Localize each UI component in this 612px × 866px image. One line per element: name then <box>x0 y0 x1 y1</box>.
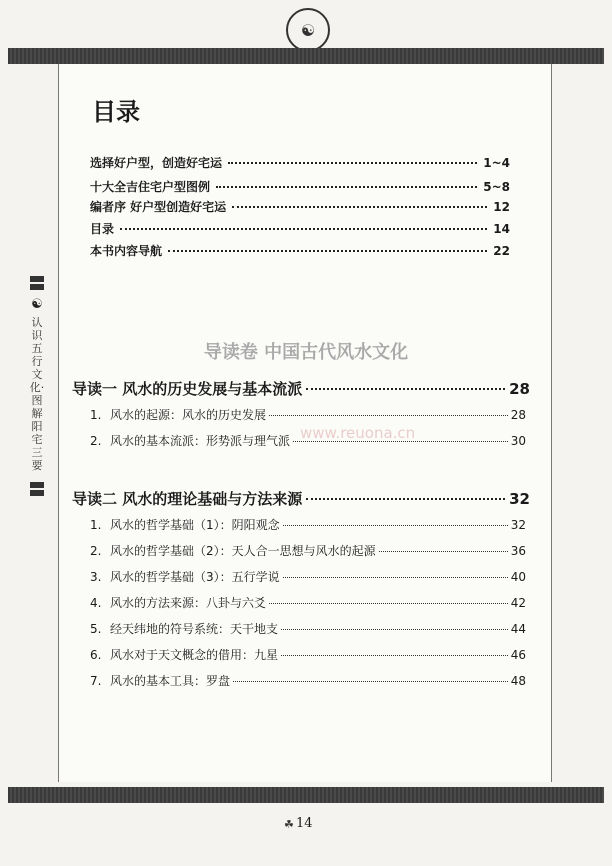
leader-dots <box>120 228 487 230</box>
toc-entry-label: 选择好户型，创造好宅运 <box>90 156 223 170</box>
page-number: 14 <box>296 816 313 831</box>
toc-entry[interactable] <box>90 220 510 237</box>
toc-entry-page: 1~4 <box>483 156 510 170</box>
toc-subentry-page: 30 <box>510 434 526 448</box>
side-tab-bottom <box>30 482 44 488</box>
toc-subentry-label: 风水的基本工具：罗盘 <box>110 674 231 688</box>
toc-subentry[interactable] <box>90 672 526 689</box>
toc-subentry-number: 1. <box>90 518 102 532</box>
toc-subentry-number: 2. <box>90 434 102 448</box>
toc-subentry[interactable] <box>90 620 526 637</box>
toc-subentry-label: 风水的方法来源：八卦与六爻 <box>110 596 267 610</box>
leader-dots <box>232 206 487 208</box>
toc-subentry-label: 风水的哲学基础（3）：五行学说 <box>110 570 280 584</box>
toc-subentry[interactable] <box>90 406 526 423</box>
leader-dots <box>269 603 508 604</box>
leader-dots <box>306 498 505 500</box>
toc-subentry-page: 42 <box>510 596 526 610</box>
toc-part-page: 28 <box>509 380 530 398</box>
toc-subentry-label: 风水对于天文概念的借用：九星 <box>110 648 279 662</box>
toc-entry-label: 目录 <box>90 222 115 236</box>
toc-subentry-page: 28 <box>510 408 526 422</box>
toc-entry[interactable] <box>90 242 510 259</box>
toc-part[interactable] <box>72 488 530 509</box>
toc-subentry-label: 风水的哲学基础（2）：天人合一思想与风水的起源 <box>110 544 376 558</box>
toc-subentry-number: 1. <box>90 408 102 422</box>
toc-entry-page: 14 <box>493 222 510 236</box>
leader-dots <box>281 655 508 656</box>
toc-entry[interactable] <box>90 178 510 195</box>
toc-subentry-number: 6. <box>90 648 102 662</box>
toc-subentry-number: 5. <box>90 622 102 636</box>
top-decorative-band <box>8 48 604 64</box>
toc-subentry-number: 3. <box>90 570 102 584</box>
toc-entry[interactable] <box>90 154 510 171</box>
toc-subentry[interactable] <box>90 594 526 611</box>
yin-yang-icon: ☯ <box>31 297 43 312</box>
toc-part[interactable] <box>72 378 530 399</box>
leaf-icon: ☘ <box>284 818 294 831</box>
toc-subentry-label: 风水的起源：风水的历史发展 <box>110 408 267 422</box>
toc-subentry-page: 48 <box>510 674 526 688</box>
leader-dots <box>283 525 508 526</box>
watermark: www.reuona.cn <box>300 424 416 442</box>
leader-dots <box>216 186 477 188</box>
toc-subentry-label: 经天纬地的符号系统：天干地支 <box>110 622 279 636</box>
toc-subentry-page: 44 <box>510 622 526 636</box>
toc-subentry-number: 7. <box>90 674 102 688</box>
leader-dots <box>228 162 477 164</box>
leader-dots <box>283 577 508 578</box>
toc-subentry[interactable] <box>90 542 526 559</box>
side-tab-bottom-2 <box>30 490 44 496</box>
toc-entry-page: 22 <box>493 244 510 258</box>
leader-dots <box>269 415 508 416</box>
side-tab-top-2 <box>30 284 44 290</box>
bottom-decorative-band <box>8 787 604 803</box>
compass-ornament-icon: ☯ <box>286 8 330 52</box>
leader-dots <box>379 551 508 552</box>
leader-dots <box>306 388 505 390</box>
toc-part-label: 导读二 风水的理论基础与方法来源 <box>72 490 303 508</box>
toc-entry-label: 十大全吉住宅户型图例 <box>90 180 211 194</box>
toc-subentry-number: 4. <box>90 596 102 610</box>
toc-entry-label: 本书内容导航 <box>90 244 163 258</box>
toc-subentry-page: 32 <box>510 518 526 532</box>
section-heading: 导读卷 中国古代风水文化 <box>203 342 409 363</box>
toc-subentry-number: 2. <box>90 544 102 558</box>
page-title: 目录 <box>92 98 140 126</box>
toc-subentry[interactable] <box>90 516 526 533</box>
leader-dots <box>293 441 508 442</box>
leader-dots <box>168 250 487 252</box>
toc-subentry[interactable] <box>90 568 526 585</box>
side-label: 认识五行文化·图解阳宅三要 <box>29 316 45 472</box>
leader-dots <box>233 681 508 682</box>
toc-entry[interactable] <box>90 198 510 215</box>
toc-subentry-page: 36 <box>510 544 526 558</box>
toc-entry-label: 编者序 好户型创造好宅运 <box>90 200 227 214</box>
toc-part-label: 导读一 风水的历史发展与基本流派 <box>72 380 303 398</box>
toc-entry-page: 12 <box>493 200 510 214</box>
side-tab-top <box>30 276 44 282</box>
toc-subentry-page: 40 <box>510 570 526 584</box>
toc-subentry-page: 46 <box>510 648 526 662</box>
toc-subentry-label: 风水的哲学基础（1）：阴阳观念 <box>110 518 280 532</box>
leader-dots <box>281 629 508 630</box>
toc-subentry[interactable] <box>90 432 526 449</box>
toc-entry-page: 5~8 <box>483 180 510 194</box>
toc-subentry[interactable] <box>90 646 526 663</box>
toc-part-page: 32 <box>509 490 530 508</box>
toc-subentry-label: 风水的基本流派：形势派与理气派 <box>110 434 291 448</box>
